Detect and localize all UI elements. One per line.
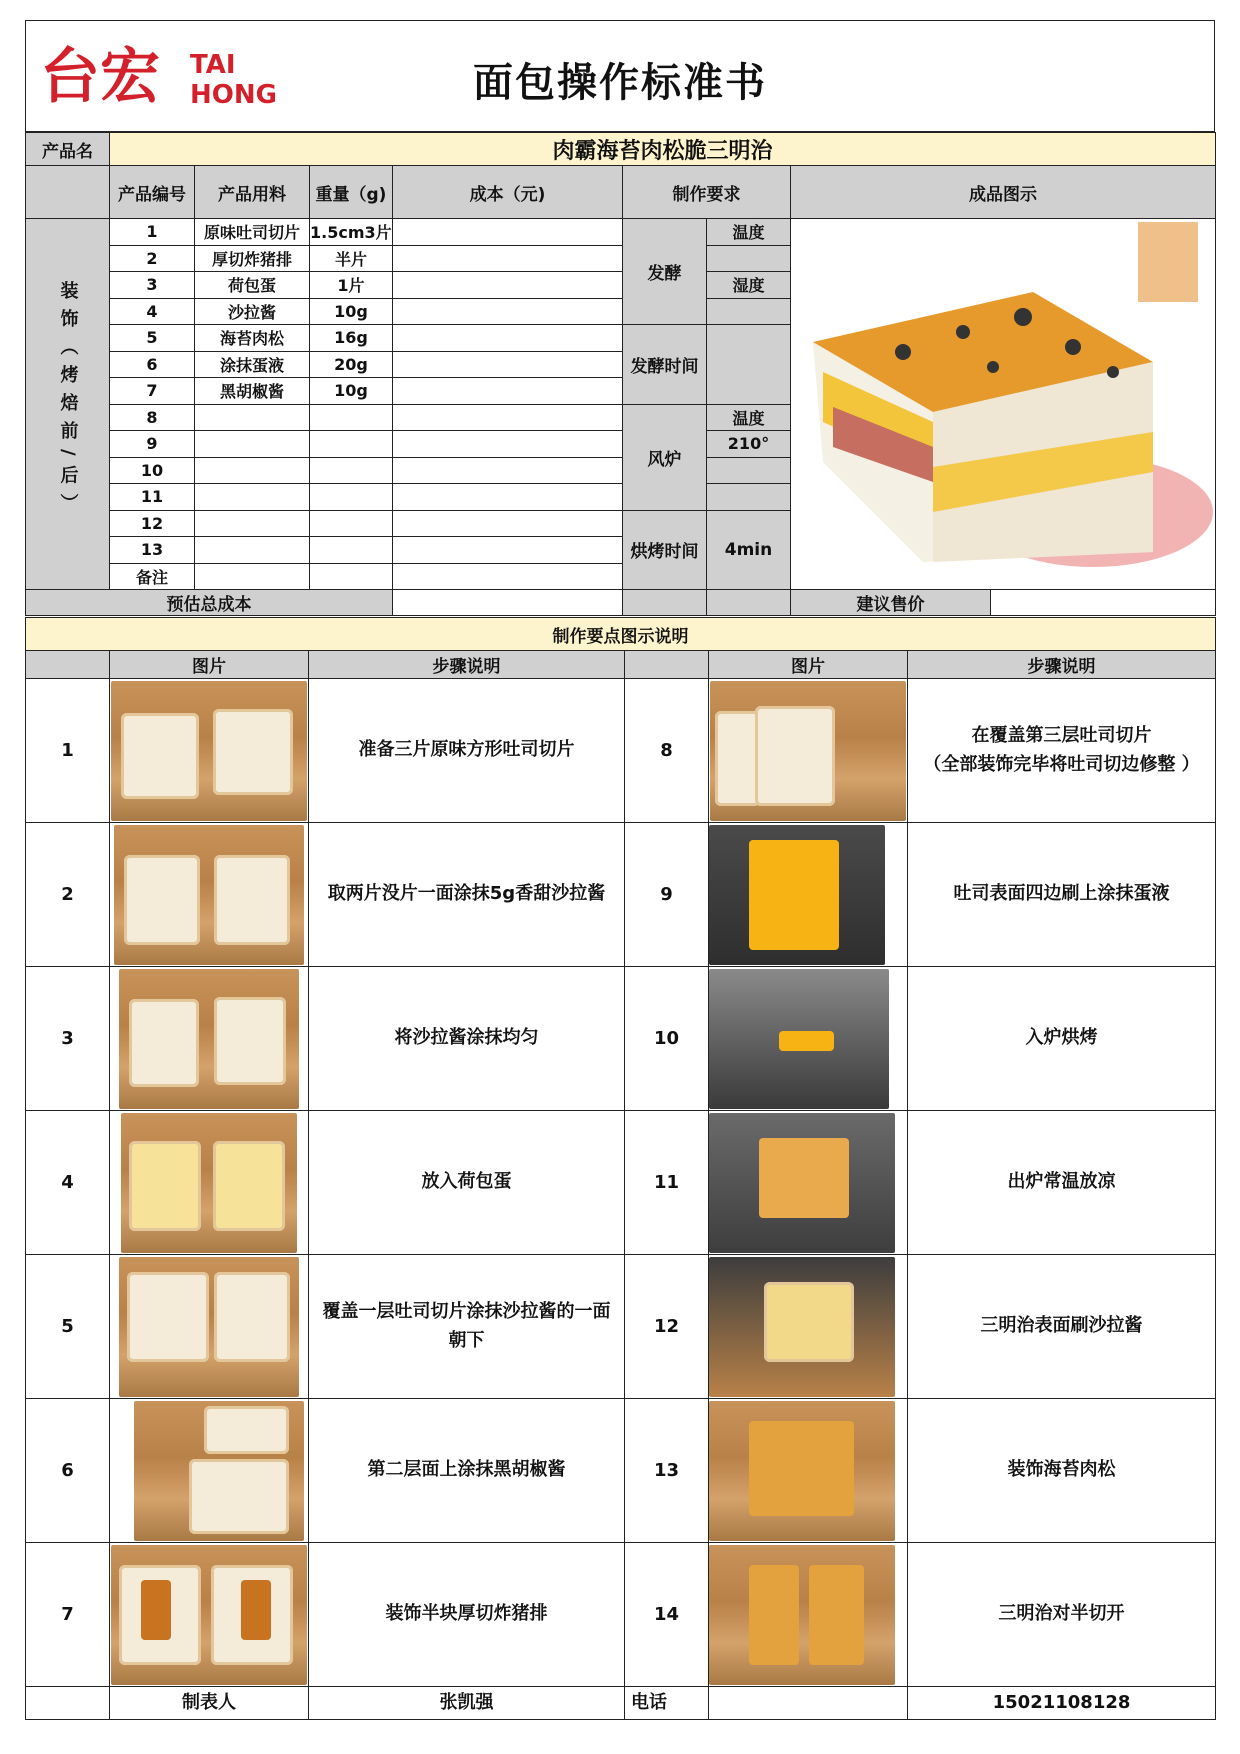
col-cost: 成本（元) bbox=[393, 166, 623, 219]
step-desc: 取两片没片一面涂抹5g香甜沙拉酱 bbox=[309, 823, 625, 967]
col-image: 成品图示 bbox=[791, 166, 1216, 219]
step-desc: 放入荷包蛋 bbox=[309, 1111, 625, 1255]
step-desc: 第二层面上涂抹黑胡椒酱 bbox=[309, 1399, 625, 1543]
step-photo bbox=[709, 823, 908, 967]
step-photo bbox=[110, 823, 309, 967]
phone-number: 15021108128 bbox=[908, 1687, 1216, 1720]
col-desc-right: 步骤说明 bbox=[908, 651, 1216, 679]
step-number: 9 bbox=[625, 823, 709, 967]
remark-label: 备注 bbox=[110, 563, 195, 590]
ingredient-no: 4 bbox=[110, 298, 195, 325]
step-photo bbox=[110, 1255, 309, 1399]
ingredient-no: 5 bbox=[110, 325, 195, 352]
step-desc: 吐司表面四边刷上涂抹蛋液 bbox=[908, 823, 1216, 967]
ferment-temp-label: 温度 bbox=[707, 219, 791, 246]
step-desc: 出炉常温放凉 bbox=[908, 1111, 1216, 1255]
ingredient-no: 1 bbox=[110, 219, 195, 246]
col-image-left: 图片 bbox=[110, 651, 309, 679]
step-desc: 装饰海苔肉松 bbox=[908, 1399, 1216, 1543]
col-material: 产品用料 bbox=[195, 166, 310, 219]
step-desc: 将沙拉酱涂抹均匀 bbox=[309, 967, 625, 1111]
col-requirement: 制作要求 bbox=[623, 166, 791, 219]
ingredient-name: 涂抹蛋液 bbox=[195, 351, 310, 378]
step-photo bbox=[709, 967, 908, 1111]
sandwich-photo bbox=[793, 222, 1213, 582]
step-desc: 入炉烘烤 bbox=[908, 967, 1216, 1111]
ingredient-no: 10 bbox=[110, 457, 195, 484]
step-photo bbox=[110, 1543, 309, 1687]
step-photo bbox=[110, 967, 309, 1111]
phone-label: 电话 bbox=[625, 1687, 709, 1720]
ingredient-weight: 20g bbox=[310, 351, 393, 378]
step-desc: 准备三片原味方形吐司切片 bbox=[309, 679, 625, 823]
ingredient-no: 11 bbox=[110, 484, 195, 511]
step-number: 11 bbox=[625, 1111, 709, 1255]
steps-table bbox=[25, 617, 1216, 1720]
ingredient-weight: 10g bbox=[310, 298, 393, 325]
ingredient-name: 原味吐司切片 bbox=[195, 219, 310, 246]
product-image bbox=[791, 219, 1216, 590]
ingredient-weight: 半片 bbox=[310, 245, 393, 272]
ingredient-weight: 16g bbox=[310, 325, 393, 352]
ingredient-name: 黑胡椒酱 bbox=[195, 378, 310, 405]
step-desc: 覆盖一层吐司切片涂抹沙拉酱的一面朝下 bbox=[309, 1255, 625, 1399]
step-number: 12 bbox=[625, 1255, 709, 1399]
step-photo bbox=[709, 679, 908, 823]
step-photo bbox=[110, 679, 309, 823]
product-name-label: 产品名 bbox=[26, 133, 110, 166]
ingredient-no: 6 bbox=[110, 351, 195, 378]
step-photo bbox=[110, 1111, 309, 1255]
ingredient-weight: 1.5cm3片 bbox=[310, 219, 393, 246]
page-title: 面包操作标准书 bbox=[473, 60, 767, 106]
step-number: 3 bbox=[26, 967, 110, 1111]
oven-temp-label: 温度 bbox=[707, 404, 791, 431]
ingredient-no: 3 bbox=[110, 272, 195, 299]
step-number: 2 bbox=[26, 823, 110, 967]
oven-temp: 210° bbox=[707, 431, 791, 458]
step-desc: 三明治对半切开 bbox=[908, 1543, 1216, 1687]
suggest-price-label: 建议售价 bbox=[791, 590, 991, 616]
ingredient-no: 2 bbox=[110, 245, 195, 272]
header bbox=[25, 20, 1215, 132]
step-photo bbox=[709, 1111, 908, 1255]
ingredient-weight: 10g bbox=[310, 378, 393, 405]
bake-time-label: 烘烤时间 bbox=[623, 510, 707, 590]
product-name: 肉霸海苔肉松脆三明治 bbox=[110, 133, 1216, 166]
oven-label: 风炉 bbox=[623, 404, 707, 510]
step-number: 4 bbox=[26, 1111, 110, 1255]
maker-label: 制表人 bbox=[110, 1687, 309, 1720]
step-photo bbox=[110, 1399, 309, 1543]
step-number: 10 bbox=[625, 967, 709, 1111]
col-image-right: 图片 bbox=[709, 651, 908, 679]
ferment-humidity-label: 湿度 bbox=[707, 272, 791, 299]
bake-time: 4min bbox=[707, 510, 791, 590]
steps-title: 制作要点图示说明 bbox=[26, 618, 1216, 651]
svg-text:HONG: HONG bbox=[190, 80, 277, 110]
ingredient-name: 沙拉酱 bbox=[195, 298, 310, 325]
side-label: 装饰（烤焙前/后） bbox=[26, 219, 110, 590]
step-number: 5 bbox=[26, 1255, 110, 1399]
step-number: 7 bbox=[26, 1543, 110, 1687]
svg-text:TAI: TAI bbox=[190, 50, 236, 80]
ferment-time-label: 发酵时间 bbox=[623, 325, 707, 405]
est-cost-label: 预估总成本 bbox=[26, 590, 393, 616]
step-photo bbox=[709, 1543, 908, 1687]
step-number: 1 bbox=[26, 679, 110, 823]
ingredient-no: 8 bbox=[110, 404, 195, 431]
col-desc-left: 步骤说明 bbox=[309, 651, 625, 679]
col-weight: 重量（g) bbox=[310, 166, 393, 219]
step-photo bbox=[709, 1255, 908, 1399]
ingredient-no: 13 bbox=[110, 537, 195, 564]
step-desc: 装饰半块厚切炸猪排 bbox=[309, 1543, 625, 1687]
maker-name: 张凯强 bbox=[309, 1687, 625, 1720]
step-number: 8 bbox=[625, 679, 709, 823]
ingredient-weight: 1片 bbox=[310, 272, 393, 299]
ferment-label: 发酵 bbox=[623, 219, 707, 325]
step-desc: 三明治表面刷沙拉酱 bbox=[908, 1255, 1216, 1399]
step-photo bbox=[709, 1399, 908, 1543]
ingredient-no: 9 bbox=[110, 431, 195, 458]
step-number: 13 bbox=[625, 1399, 709, 1543]
step-number: 6 bbox=[26, 1399, 110, 1543]
step-desc: 在覆盖第三层吐司切片 （全部装饰完毕将吐司切边修整 ） bbox=[908, 679, 1216, 823]
col-code: 产品编号 bbox=[110, 166, 195, 219]
ingredient-name: 荷包蛋 bbox=[195, 272, 310, 299]
ingredient-no: 12 bbox=[110, 510, 195, 537]
step-number: 14 bbox=[625, 1543, 709, 1687]
svg-text:台宏: 台宏 bbox=[40, 42, 160, 112]
ingredient-name: 厚切炸猪排 bbox=[195, 245, 310, 272]
product-table bbox=[25, 132, 1216, 616]
ingredient-no: 7 bbox=[110, 378, 195, 405]
ingredient-name: 海苔肉松 bbox=[195, 325, 310, 352]
